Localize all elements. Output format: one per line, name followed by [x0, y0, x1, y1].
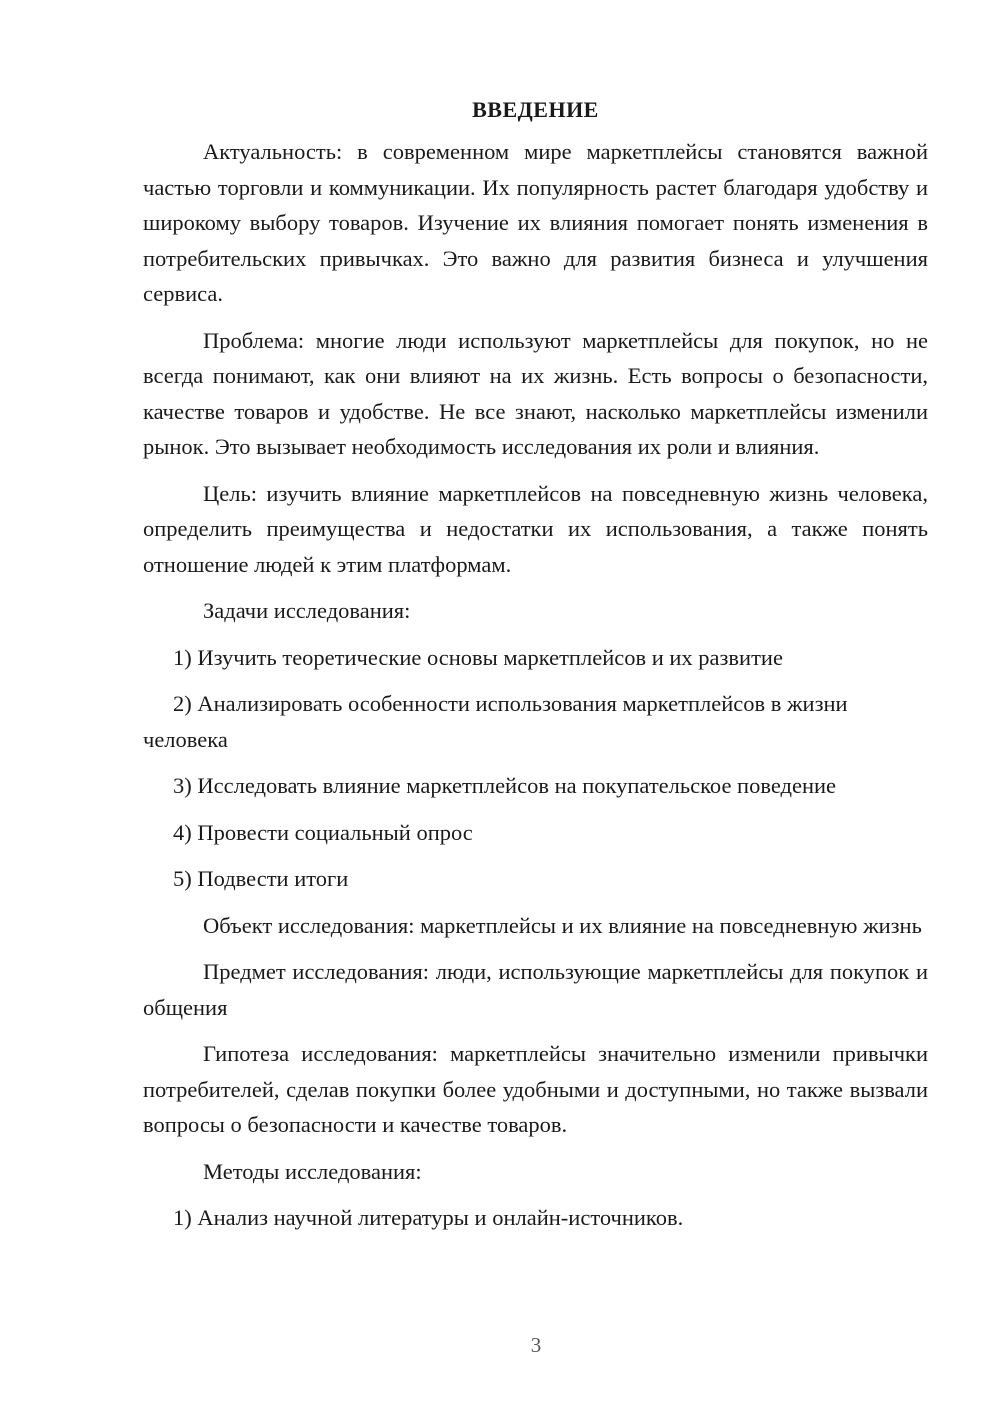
- goal-paragraph: Цель: изучить влияние маркетплейсов на повседневную жизнь человека, определить преимущества и недостатки их использования, а также понять отношение людей к этим платформам.: [143, 480, 928, 577]
- relevance-paragraph: Актуальность: в современном мире маркетплейсы становятся важной частью торговли и коммуникации. Их популярность растет благодаря удобству и широкому выбору товаров. Изучение их влияния помогает понять изменения в потребительских привычках. Это важно для развития бизнеса и улучшения сервиса.: [143, 139, 928, 306]
- method-item: 1) Анализ научной литературы и онлайн-источников.: [173, 1205, 684, 1230]
- task-item: 4) Провести социальный опрос: [173, 819, 473, 845]
- task-item: 1) Изучить теоретические основы маркетплейсов и их развитие: [173, 644, 783, 670]
- document-page: [143, 90, 928, 1247]
- object-paragraph: Объект исследования: маркетплейсы и их влияние на повседневную жизнь: [203, 912, 922, 938]
- task-item: 5) Подвести итоги: [173, 866, 349, 891]
- methods-heading: Методы исследования:: [203, 1158, 422, 1184]
- hypothesis-paragraph: Гипотеза исследования: маркетплейсы значительно изменили привычки потребителей, сделав покупки более удобными и доступными, но также вызвали вопросы о безопасности и качестве товаров.: [143, 1041, 928, 1137]
- subject-paragraph: Предмет исследования: люди, использующие маркетплейсы для покупок и общения: [143, 959, 928, 1020]
- problem-paragraph: Проблема: многие люди используют маркетплейсы для покупок, но не всегда понимают, как они влияют на их жизнь. Есть вопросы о безопасности, качестве товаров и удобстве. Не все знают, насколько маркетплейсы изменили рынок. Это вызывает необходимость исследования их роли и влияния.: [143, 327, 928, 459]
- section-title: ВВЕДЕНИЕ: [472, 97, 599, 122]
- tasks-heading: Задачи исследования:: [203, 598, 411, 623]
- task-item: 3) Исследовать влияние маркетплейсов на покупательское поведение: [173, 773, 837, 798]
- task-item: 2) Анализировать особенности использования маркетплейсов в жизни человека: [143, 691, 848, 752]
- page-number: 3: [530, 1333, 542, 1357]
